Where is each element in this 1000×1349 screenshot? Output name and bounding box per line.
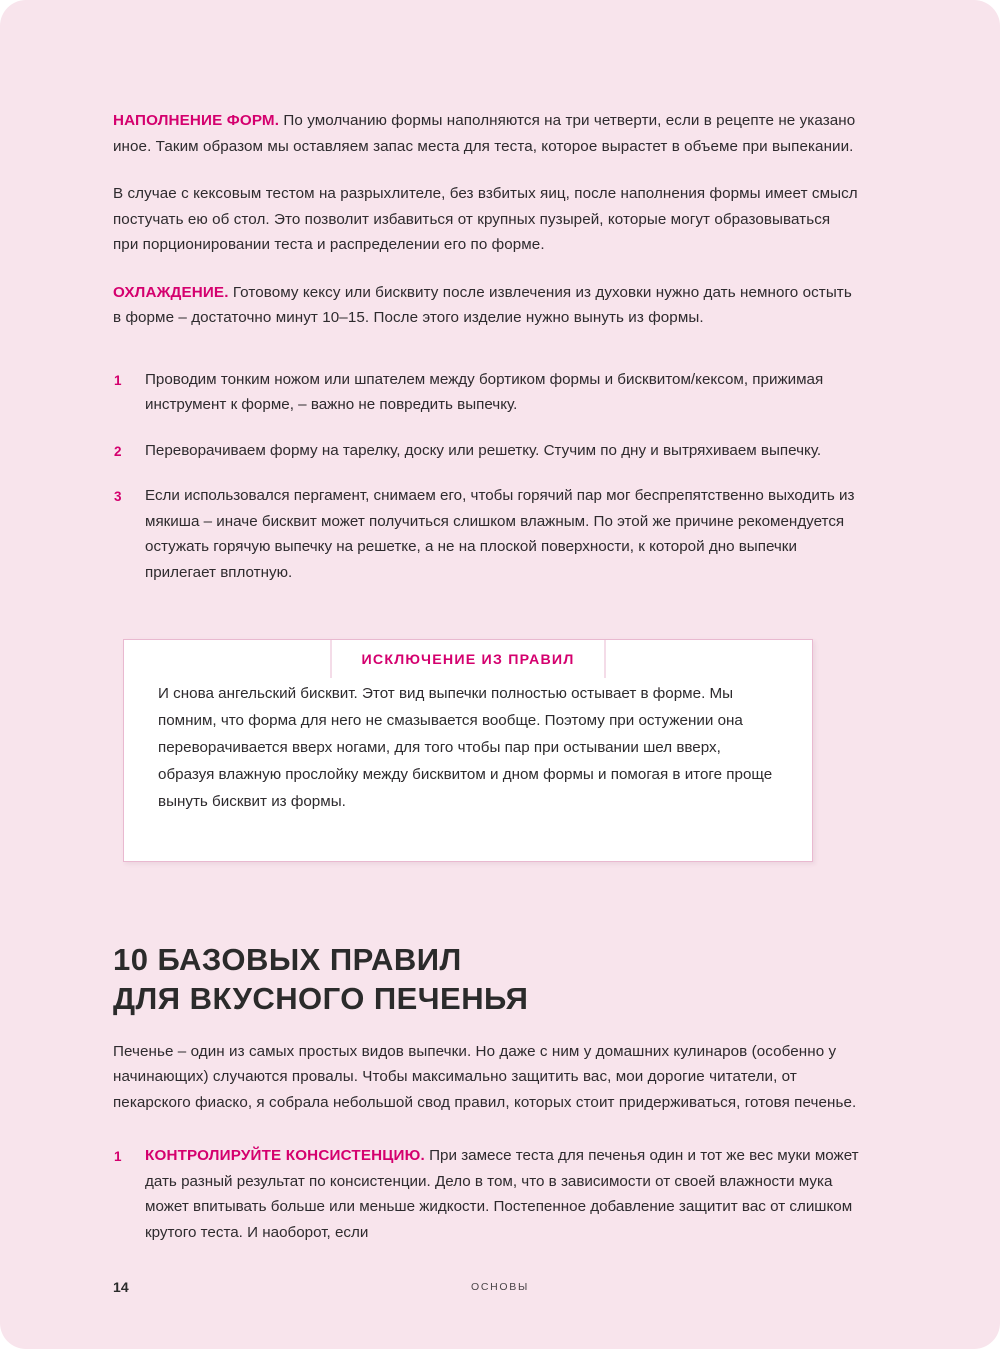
list-item [113,483,859,585]
callout-title-tab [330,639,605,678]
list-item-text: Переворачиваем форму на тарелку, доску или решетку. Стучим по дну и вытряхиваем выпечку. [145,441,822,459]
list-item-text: Проводим тонким ножом или шпателем между бортиком формы и бисквитом/кексом, прижимая инструмент к форме, – важно не повредить выпечку. [145,370,824,413]
paragraph-lead-in: НАПОЛНЕНИЕ ФОРМ. [113,112,280,129]
section-title-line-2: ДЛЯ ВКУСНОГО ПЕЧЕНЬЯ [113,981,529,1016]
section-title [113,940,859,1018]
section-intro-paragraph: Печенье – один из самых простых видов выпечки. Но даже с ним у домашних кулинаров (особенно у начинающих) случаются провалы. Чтобы максимально защитить вас, мои дорогие читатели, от пекарского фиаско, я собрала небольшой свод правил, которых стоит придерживаться, готовя печенье. [113,1042,857,1111]
paragraph-text: По умолчанию формы наполняются на три четверти, если в рецепте не указано иное. Таким образом мы оставляем запас места для теста, которое вырастет в объеме при выпекании. [113,112,856,155]
list-item [113,438,859,464]
page-content [113,108,859,1245]
list-item-text: Если использовался пергамент, снимаем его, чтобы горячий пар мог беспрепятственно выходить из мякиша – иначе бисквит может получиться слишком влажным. По этой же причине рекомендуется остужать горячую выпечку на решетке, а не на плоской поверхности, к которой дно выпечки прилегает вплотную. [145,487,855,581]
exception-callout [123,639,813,862]
rule-text: При замесе теста для печенья один и тот же вес муки может дать разный результат по консистенции. Дело в том, что в зависимости от своей влажности мука может впитывать больше или меньше жидкости. Постепенное добавление защитит вас от слишком крутого теста. И наоборот, если [145,1147,859,1241]
page-number: 14 [113,1279,129,1295]
paragraph-batter-tapping [113,181,859,258]
rule-title: КОНТРОЛИРУЙТЕ КОНСИСТЕНЦИЮ. [145,1147,425,1165]
callout-title: ИСКЛЮЧЕНИЕ ИЗ ПРАВИЛ [361,652,575,668]
running-head: ОСНОВЫ [471,1281,529,1293]
list-item [113,1143,859,1245]
paragraph-cooling [113,280,859,331]
list-item-number: 1 [114,372,122,388]
page-footer [113,1279,887,1297]
list-item-number: 1 [114,1149,122,1165]
callout-body-text: И снова ангельский бисквит. Этот вид выпечки полностью остывает в форме. Мы помним, что форма для него не смазывается вообще. Поэтому при остужении она переворачивается вверх ногами, для того чтобы пар при остывании шел вверх, образуя влажную прослойку между бисквитом и дном формы и помогая в итоге проще вынуть бисквит из формы. [158,685,773,810]
paragraph-text: В случае с кексовым тестом на разрыхлителе, без взбитых яиц, после наполнения формы имеет смысл постучать ею об стол. Это позволит избавиться от крупных пузырей, которые могут образовываться при порционировании теста и распределении его по форме. [113,185,858,253]
paragraph-text: Готовому кексу или бисквиту после извлечения из духовки нужно дать немного остыть в форме – достаточно минут 10–15. После этого изделие нужно вынуть из формы. [113,283,852,326]
list-item-number: 2 [114,443,122,459]
section-title-line-1: 10 БАЗОВЫХ ПРАВИЛ [113,942,462,977]
list-item-number: 3 [114,489,122,504]
cookie-rules-list [113,1143,859,1245]
paragraph-lead-in: ОХЛАЖДЕНИЕ. [113,283,229,301]
unmolding-steps-list [113,367,859,586]
list-item [113,367,859,418]
paragraph-filling-forms [113,108,859,159]
